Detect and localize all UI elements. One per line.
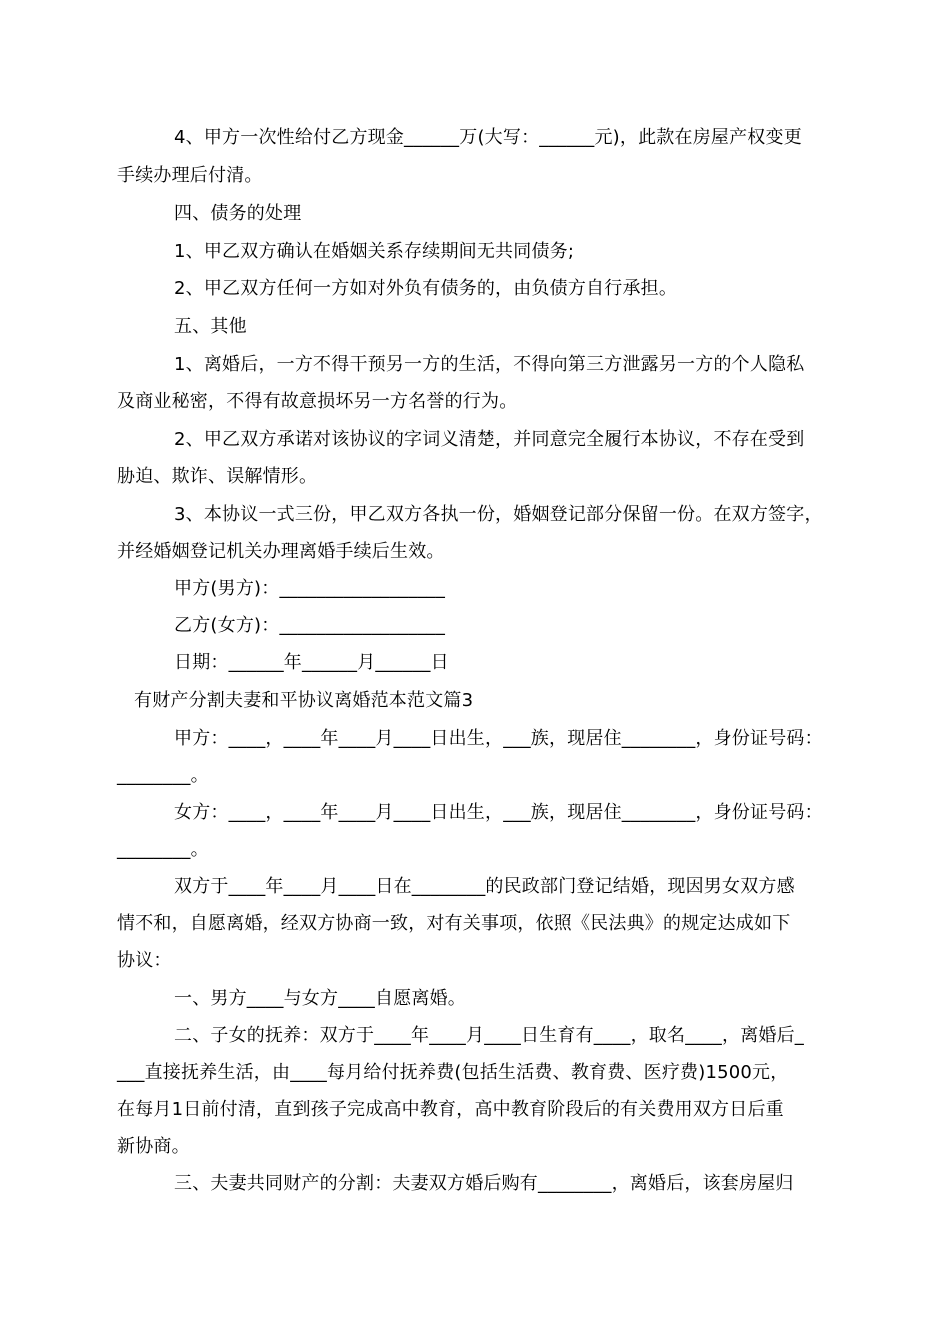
text-line: 情不和，自愿离婚，经双方协商一致，对有关事项，依照《民法典》的规定达成如下 bbox=[117, 913, 791, 934]
text-line: 二、子女的抚养：双方于____年____月____日生育有____，取名____，离婚后_ bbox=[174, 1025, 804, 1046]
text-line: 三、夫妻共同财产的分割：夫妻双方婚后购有________，离婚后，该套房屋归 bbox=[174, 1173, 794, 1194]
text-line: 及商业秘密，不得有故意损坏另一方名誉的行为。 bbox=[117, 391, 518, 412]
text-line: 2、甲乙双方任何一方如对外负有债务的，由负债方自行承担。 bbox=[174, 278, 678, 299]
text-line: 女方：____，____年____月____日出生，___族，现居住________，身份证号码： bbox=[174, 802, 823, 823]
text-line: ________。 bbox=[117, 839, 209, 860]
text-line: 一、男方____与女方____自愿离婚。 bbox=[174, 988, 466, 1009]
text-line: ___直接抚养生活，由____每月给付抚养费(包括生活费、教育费、医疗费)1500元， bbox=[117, 1062, 789, 1083]
text-line: 3、本协议一式三份，甲乙双方各执一份，婚姻登记部分保留一份。在双方签字， bbox=[174, 504, 823, 525]
text-line: 甲方：____，____年____月____日出生，___族，现居住________，身份证号码： bbox=[174, 728, 823, 749]
text-line: 手续办理后付清。 bbox=[117, 165, 263, 186]
date-line: 日期：______年______月______日 bbox=[174, 652, 449, 673]
section-heading: 四、债务的处理 bbox=[174, 203, 302, 224]
signature-line-party-b: 乙方(女方)：__________________ bbox=[174, 615, 446, 636]
text-line: 在每月1日前付清，直到孩子完成高中教育，高中教育阶段后的有关费用双方日后重 bbox=[117, 1099, 784, 1120]
text-line: 4、甲方一次性给付乙方现金______万(大写：______元)，此款在房屋产权变更 bbox=[174, 127, 802, 148]
text-line: 2、甲乙双方承诺对该协议的字词义清楚，并同意完全履行本协议，不存在受到 bbox=[174, 429, 805, 450]
section-heading: 五、其他 bbox=[174, 316, 247, 337]
text-line: 协议： bbox=[117, 950, 172, 971]
text-line: 胁迫、欺诈、误解情形。 bbox=[117, 466, 318, 487]
text-line: 1、离婚后，一方不得干预另一方的生活，不得向第三方泄露另一方的个人隐私 bbox=[174, 354, 805, 375]
signature-line-party-a: 甲方(男方)：__________________ bbox=[174, 578, 446, 599]
text-line: 双方于____年____月____日在________的民政部门登记结婚，现因男女双方感 bbox=[174, 876, 795, 897]
text-line: 1、甲乙双方确认在婚姻关系存续期间无共同债务; bbox=[174, 241, 575, 262]
text-line: 新协商。 bbox=[117, 1136, 190, 1157]
text-line: 并经婚姻登记机关办理离婚手续后生效。 bbox=[117, 541, 445, 562]
article-title: 有财产分割夫妻和平协议离婚范本范文篇3 bbox=[134, 690, 474, 711]
text-line: ________。 bbox=[117, 765, 209, 786]
